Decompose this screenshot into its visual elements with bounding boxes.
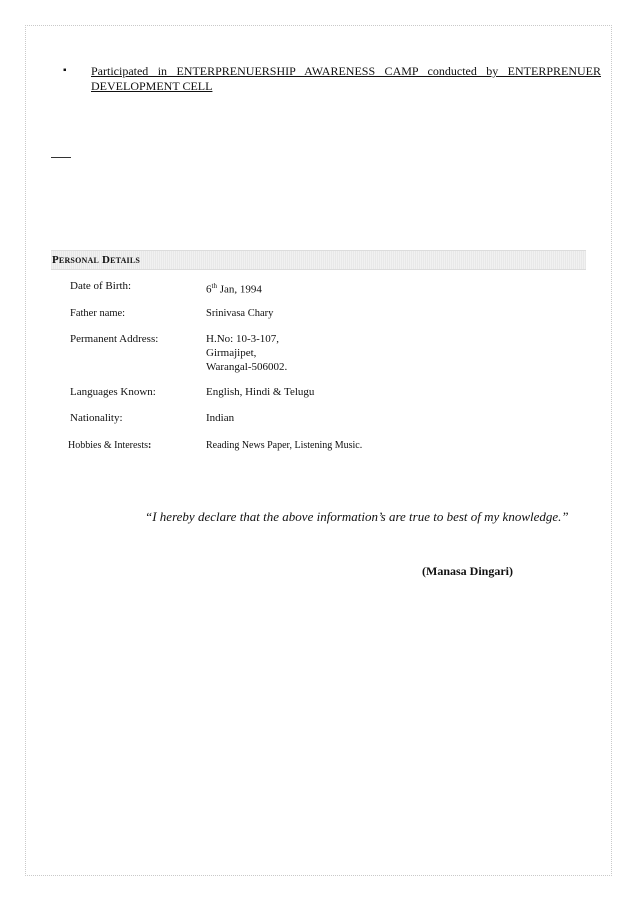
father-value: Srinivasa Chary [206, 308, 274, 319]
hobbies-label: Hobbies & Interests: [68, 440, 152, 451]
declaration-text: “I hereby declare that the above information’s are true to best of my knowledge.” [145, 509, 569, 524]
address-label: Permanent Address: [70, 333, 159, 345]
hobbies-value: Reading News Paper, Listening Music. [206, 440, 363, 451]
father-label: Father name: [70, 308, 126, 319]
bullet-icon: ▪ [63, 65, 67, 76]
achievement-line-2: DEVELOPMENT CELL [91, 79, 213, 93]
address-line-1: H.No: 10-3-107, [206, 333, 280, 345]
achievement-line-1: Participated in ENTERPRENUERSHIP AWARENESS CAMP conducted by ENTERPRENUER [91, 64, 601, 78]
signature-name: (Manasa Dingari) [422, 564, 513, 578]
nationality-label: Nationality: [70, 412, 123, 424]
divider-line [51, 157, 71, 158]
languages-label: Languages Known: [70, 386, 156, 398]
section-title: Personal Details [52, 254, 141, 266]
dob-value: 6th Jan, 1994 [206, 282, 262, 296]
nationality-value: Indian [206, 412, 235, 424]
address-line-2: Girmajipet, [206, 347, 257, 359]
languages-value: English, Hindi & Telugu [206, 386, 315, 398]
address-line-3: Warangal-506002. [206, 361, 288, 373]
section-header [51, 250, 586, 270]
dob-label: Date of Birth: [70, 280, 132, 292]
